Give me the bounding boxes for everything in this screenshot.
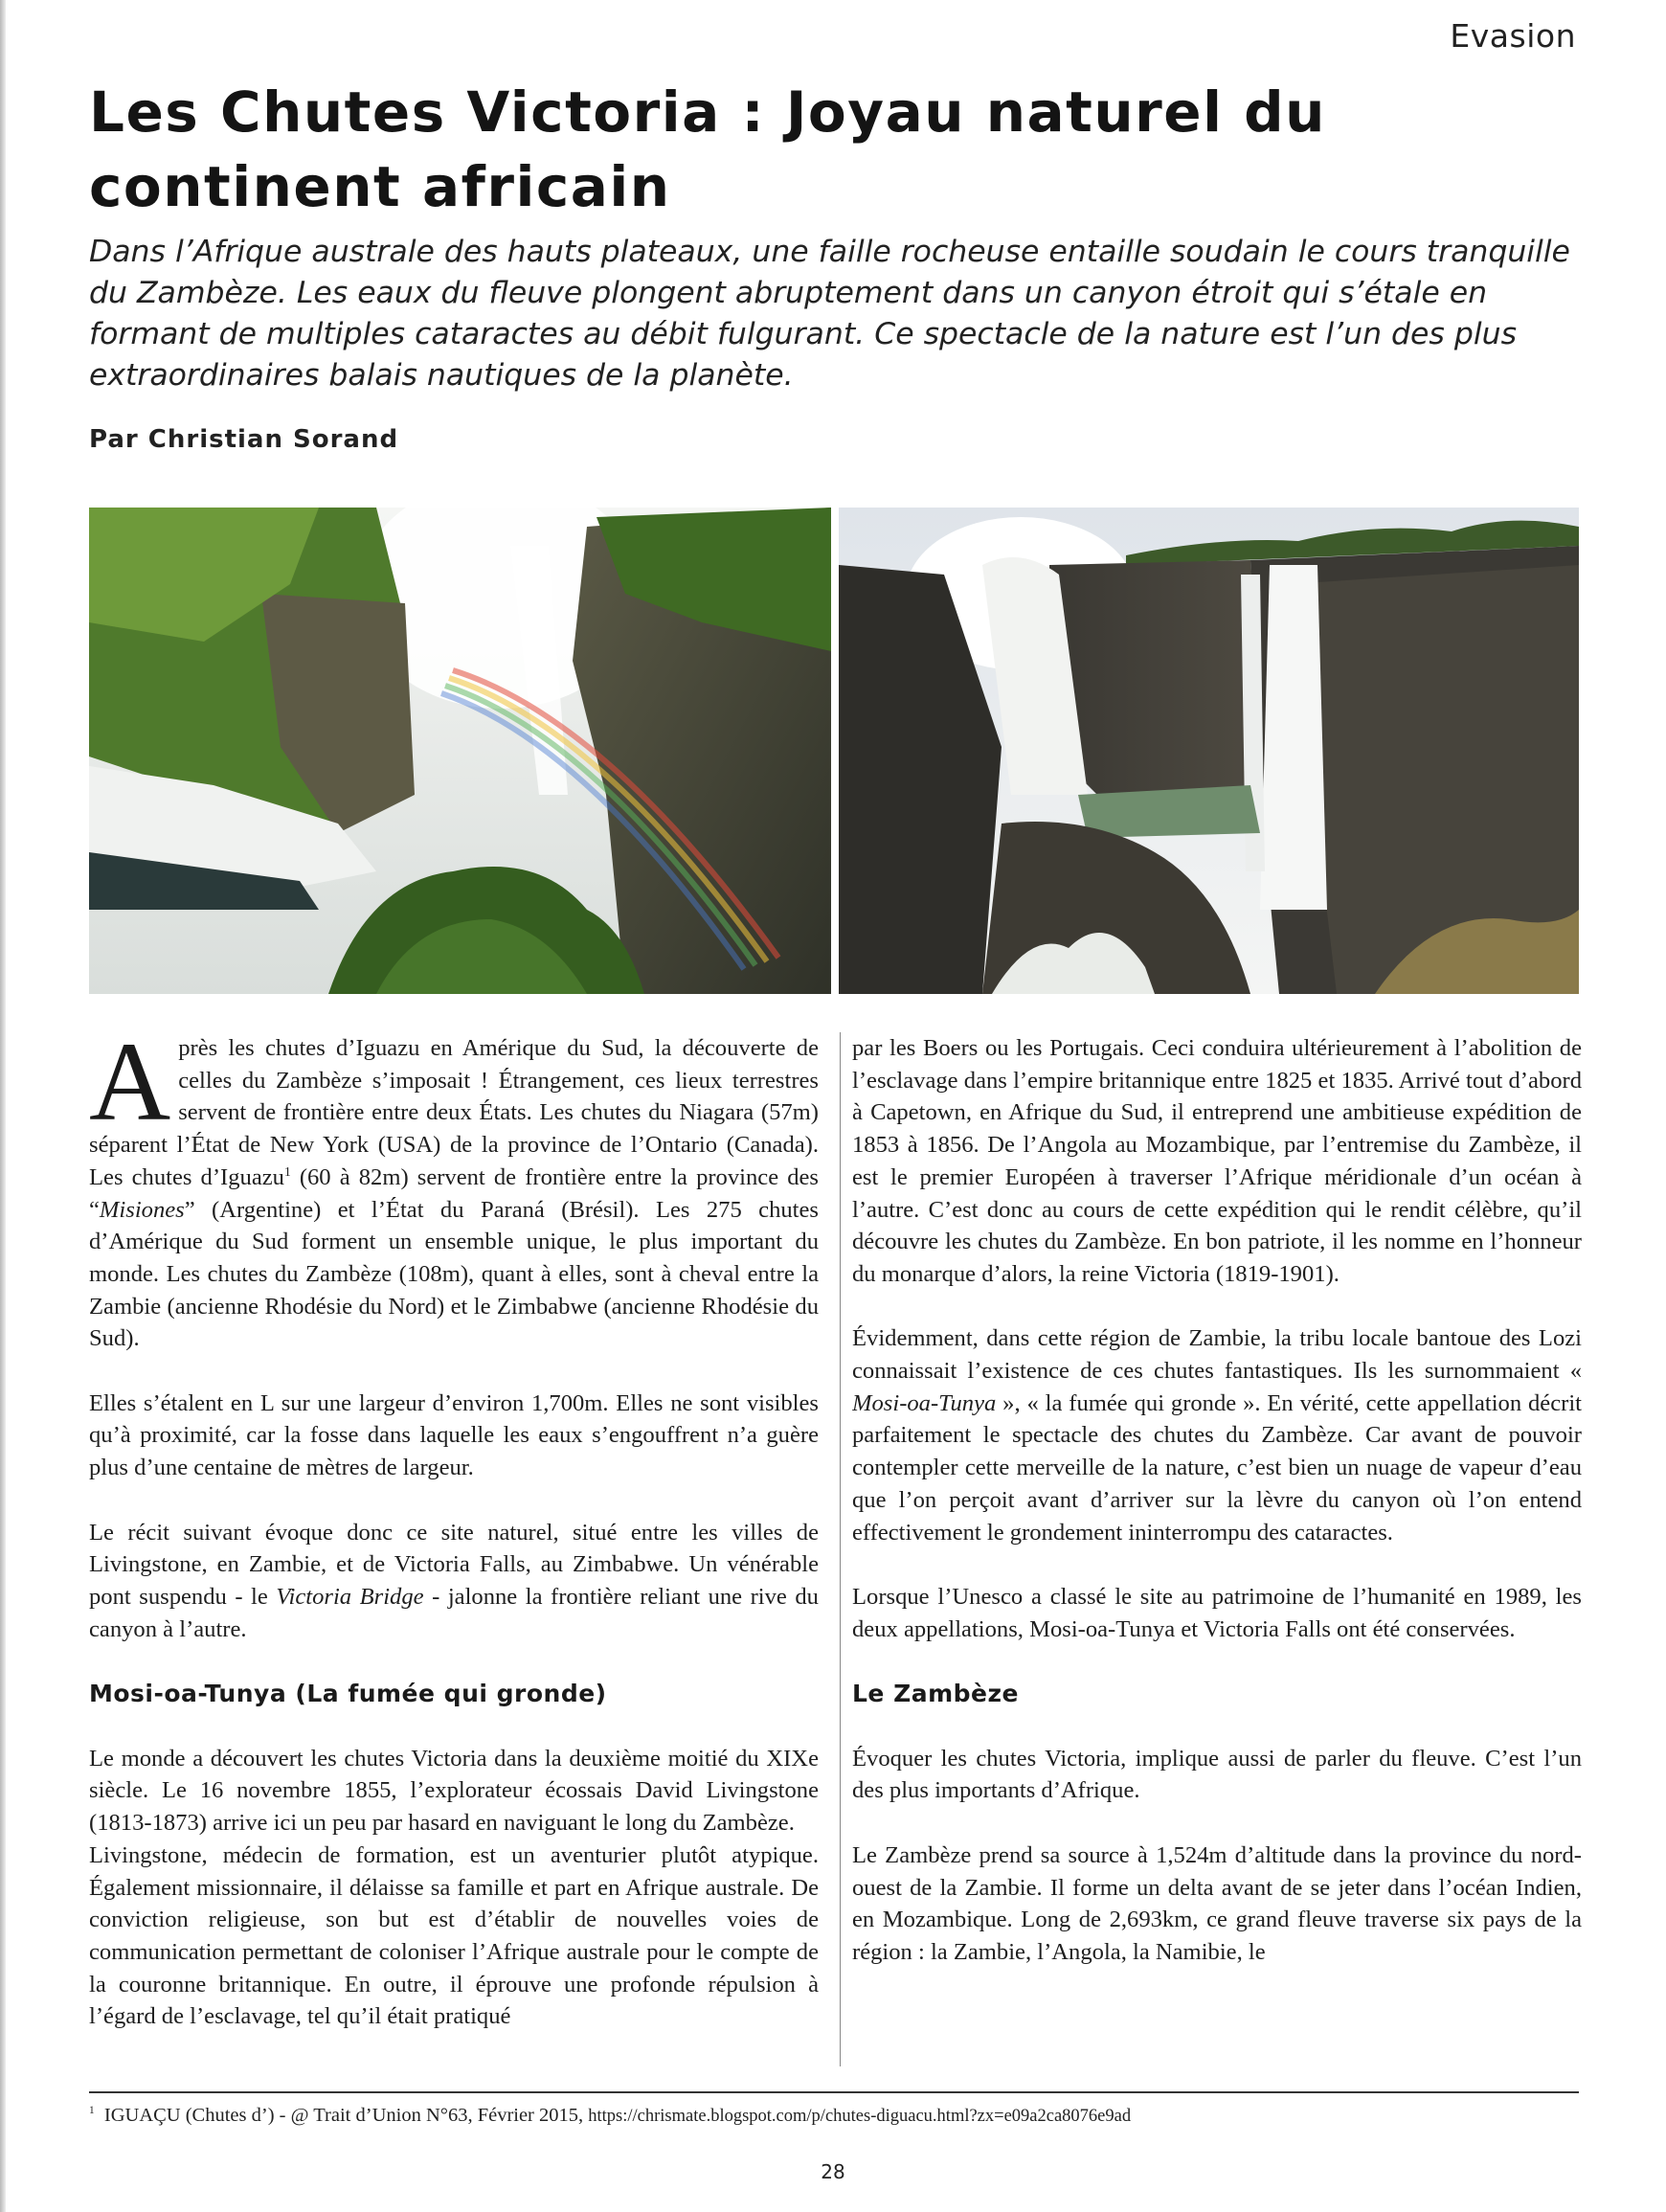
page-number: 28 <box>821 2160 845 2183</box>
section-label: Evasion <box>1450 17 1576 55</box>
heading-mosi-oa-tunya: Mosi-oa-Tunya (La fumée qui gronde) <box>89 1680 607 1708</box>
photo-gorge-rainbow <box>89 508 831 994</box>
paragraph-lozi <box>852 1322 1582 1548</box>
paragraph-expedition: par les Boers ou les Portugais. Ceci conduira ultérieurement à l’abolition de l’esclavage dans l’empire britannique entre 1825 et 1835. Arrivé tout d’abord à Capetown, en Afrique du Sud, il entreprend une ambitieuse expédition de 1853 à 1856. De l’Angola au Mozambique, par l’entremise du Zambèze, il est le premier Européen à traverser l’Afrique méridionale d’un océan à l’autre. C’est donc au cours de cette expédition qui le rendit célèbre, qu’il découvre les chutes du Zambèze. En bon patriote, il les nomme en l’honneur du monarque d’alors, la reine Victoria (1819-1901). <box>852 1035 1582 1287</box>
article-column-right <box>852 1032 1582 2069</box>
paragraph-river-source: Le Zambèze prend sa source à 1,524m d’altitude dans la province du nord-ouest de la Zambie. Il forme un delta avant de se jeter dans l’océan Indien, en Mozambique. Long de 2,693km, ce grand fleuve traverse six pays de la région : la Zambie, l’Angola, la Namibie, le <box>852 1841 1582 1965</box>
paragraph-livingstone: Livingstone, médecin de formation, est un aventurier plutôt atypique. Également missionnaire, il délaisse sa famille et part en Afrique australe. De conviction religieuse, son but est d’établir de nouvelles voies de communication permettant de coloniser l’Afrique australe pour le compte de la couronne britannique. En outre, il éprouve une profonde répulsion à l’égard de l’esclavage, tel qu’il était pratiqué <box>89 1841 819 2030</box>
photo-gorge-rainbow-illustration <box>89 508 831 994</box>
paragraph-intro-part3: ” (Argentine) et l’État du Paraná (Brésil). Les 275 chutes d’Amérique du Sud forment un ensemble unique, le plus important du monde. Les chutes du Zambèze (108m), quant à elles, sont à cheval entre la Zambie (ancienne Rhodésie du Nord) et le Zimbabwe (ancienne Rhodésie du Sud). <box>89 1196 819 1352</box>
footnote <box>89 2105 1583 2127</box>
heading-zambeze: Le Zambèze <box>852 1680 1019 1708</box>
photo-canyon-falls-illustration <box>839 508 1579 994</box>
article-byline: Par Christian Sorand <box>89 425 399 454</box>
paragraph-lozi-part1: Évidemment, dans cette région de Zambie, la tribu locale bantoue des Lozi connaissait l’existence de ces chutes fantastiques. Ils les surnommaient « <box>852 1325 1582 1385</box>
photo-canyon-falls <box>839 508 1579 994</box>
paragraph-unesco: Lorsque l’Unesco a classé le site au patrimoine de l’humanité en 1989, les deux appellations, Mosi-oa-Tunya et Victoria Falls ont été conservées. <box>852 1583 1582 1642</box>
footnote-text: IGUAÇU (Chutes d’) - @ Trait d’Union N°63, Février 2015, <box>103 2105 589 2126</box>
paragraph-discovery: Le monde a découvert les chutes Victoria dans la deuxième moitié du XIXe siècle. Le 16 novembre 1855, l’explorateur écossais David Livingstone (1813-1873) arrive ici un peu par hasard en naviguant le long du Zambèze. <box>89 1745 819 1837</box>
term-victoria-bridge: Victoria Bridge <box>276 1583 424 1610</box>
footnote-rule <box>89 2091 1579 2093</box>
term-misiones: Misiones <box>99 1196 185 1223</box>
footnote-url-link[interactable]: https://chrismate.blogspot.com/p/chutes-diguacu.html?zx=e09a2ca8076e9ad <box>588 2107 1132 2126</box>
paragraph-river-intro: Évoquer les chutes Victoria, implique aussi de parler du fleuve. C’est l’un des plus importants d’Afrique. <box>852 1745 1582 1804</box>
paragraph-site-part1: Le récit suivant évoque donc ce site naturel, situé entre les villes de Livingstone, en Zambie, et de Victoria Falls, au Zimbabwe. Un vénérable pont suspendu - le <box>89 1519 819 1610</box>
paragraph-site <box>89 1517 819 1646</box>
paragraph-width: Elles s’étalent en L sur une largeur d’environ 1,700m. Elles ne sont visibles qu’à proximité, car la fosse dans laquelle les eaux s’engouffrent n’a guère plus d’une centaine de mètres de largeur. <box>89 1389 819 1481</box>
article-title: Les Chutes Victoria : Joyau naturel du continent africain <box>89 79 1326 219</box>
paragraph-intro <box>89 1032 819 1355</box>
article-lead: Dans l’Afrique australe des hauts plateaux, une faille rocheuse entaille soudain le cours tranquille du Zambèze. Les eaux du fleuve plongent abruptement dans un canyon étroit qui s’étale en formant de multiples cataractes au débit fulgurant. Ce spectacle de la nature est l’un des plus extraordinaires balais nautiques de la planète. <box>89 235 1570 393</box>
page-edge-shadow <box>0 0 6 2212</box>
footnote-reference: 1 <box>283 1163 291 1179</box>
paragraph-lozi-part2: », « la fumée qui gronde ». En vérité, cette appellation décrit parfaitement le spectacle des chutes du Zambèze. Car avant de pouvoir contempler cette merveille de la nature, c’est bien un nuage de vapeur d’eau que l’on perçoit avant d’arriver sur la lèvre du canyon où l’on entend effectivement le grondement ininterrompu des cataractes. <box>852 1389 1582 1546</box>
drop-cap: A <box>89 1032 171 1144</box>
footnote-number: 1 <box>89 2105 95 2117</box>
article-column-left <box>89 1032 819 2069</box>
paragraph-intro-part2: (60 à 82m) servent de frontière entre la province des “ <box>89 1163 819 1223</box>
paragraph-site-part2: - jalonne la frontière reliant une rive du canyon à l’autre. <box>89 1583 819 1642</box>
term-mosi-oa-tunya: Mosi-oa-Tunya <box>852 1389 997 1416</box>
column-divider <box>840 1032 841 2066</box>
paragraph-intro-part1: près les chutes d’Iguazu en Amérique du Sud, la découverte de celles du Zambèze s’imposait ! Étrangement, ces lieux terrestres servent de frontière entre deux États. Les chutes du Niagara (57m) séparent l’État de New York (USA) de la province de l’Ontario (Canada). Les chutes d’Iguazu <box>89 1035 819 1190</box>
